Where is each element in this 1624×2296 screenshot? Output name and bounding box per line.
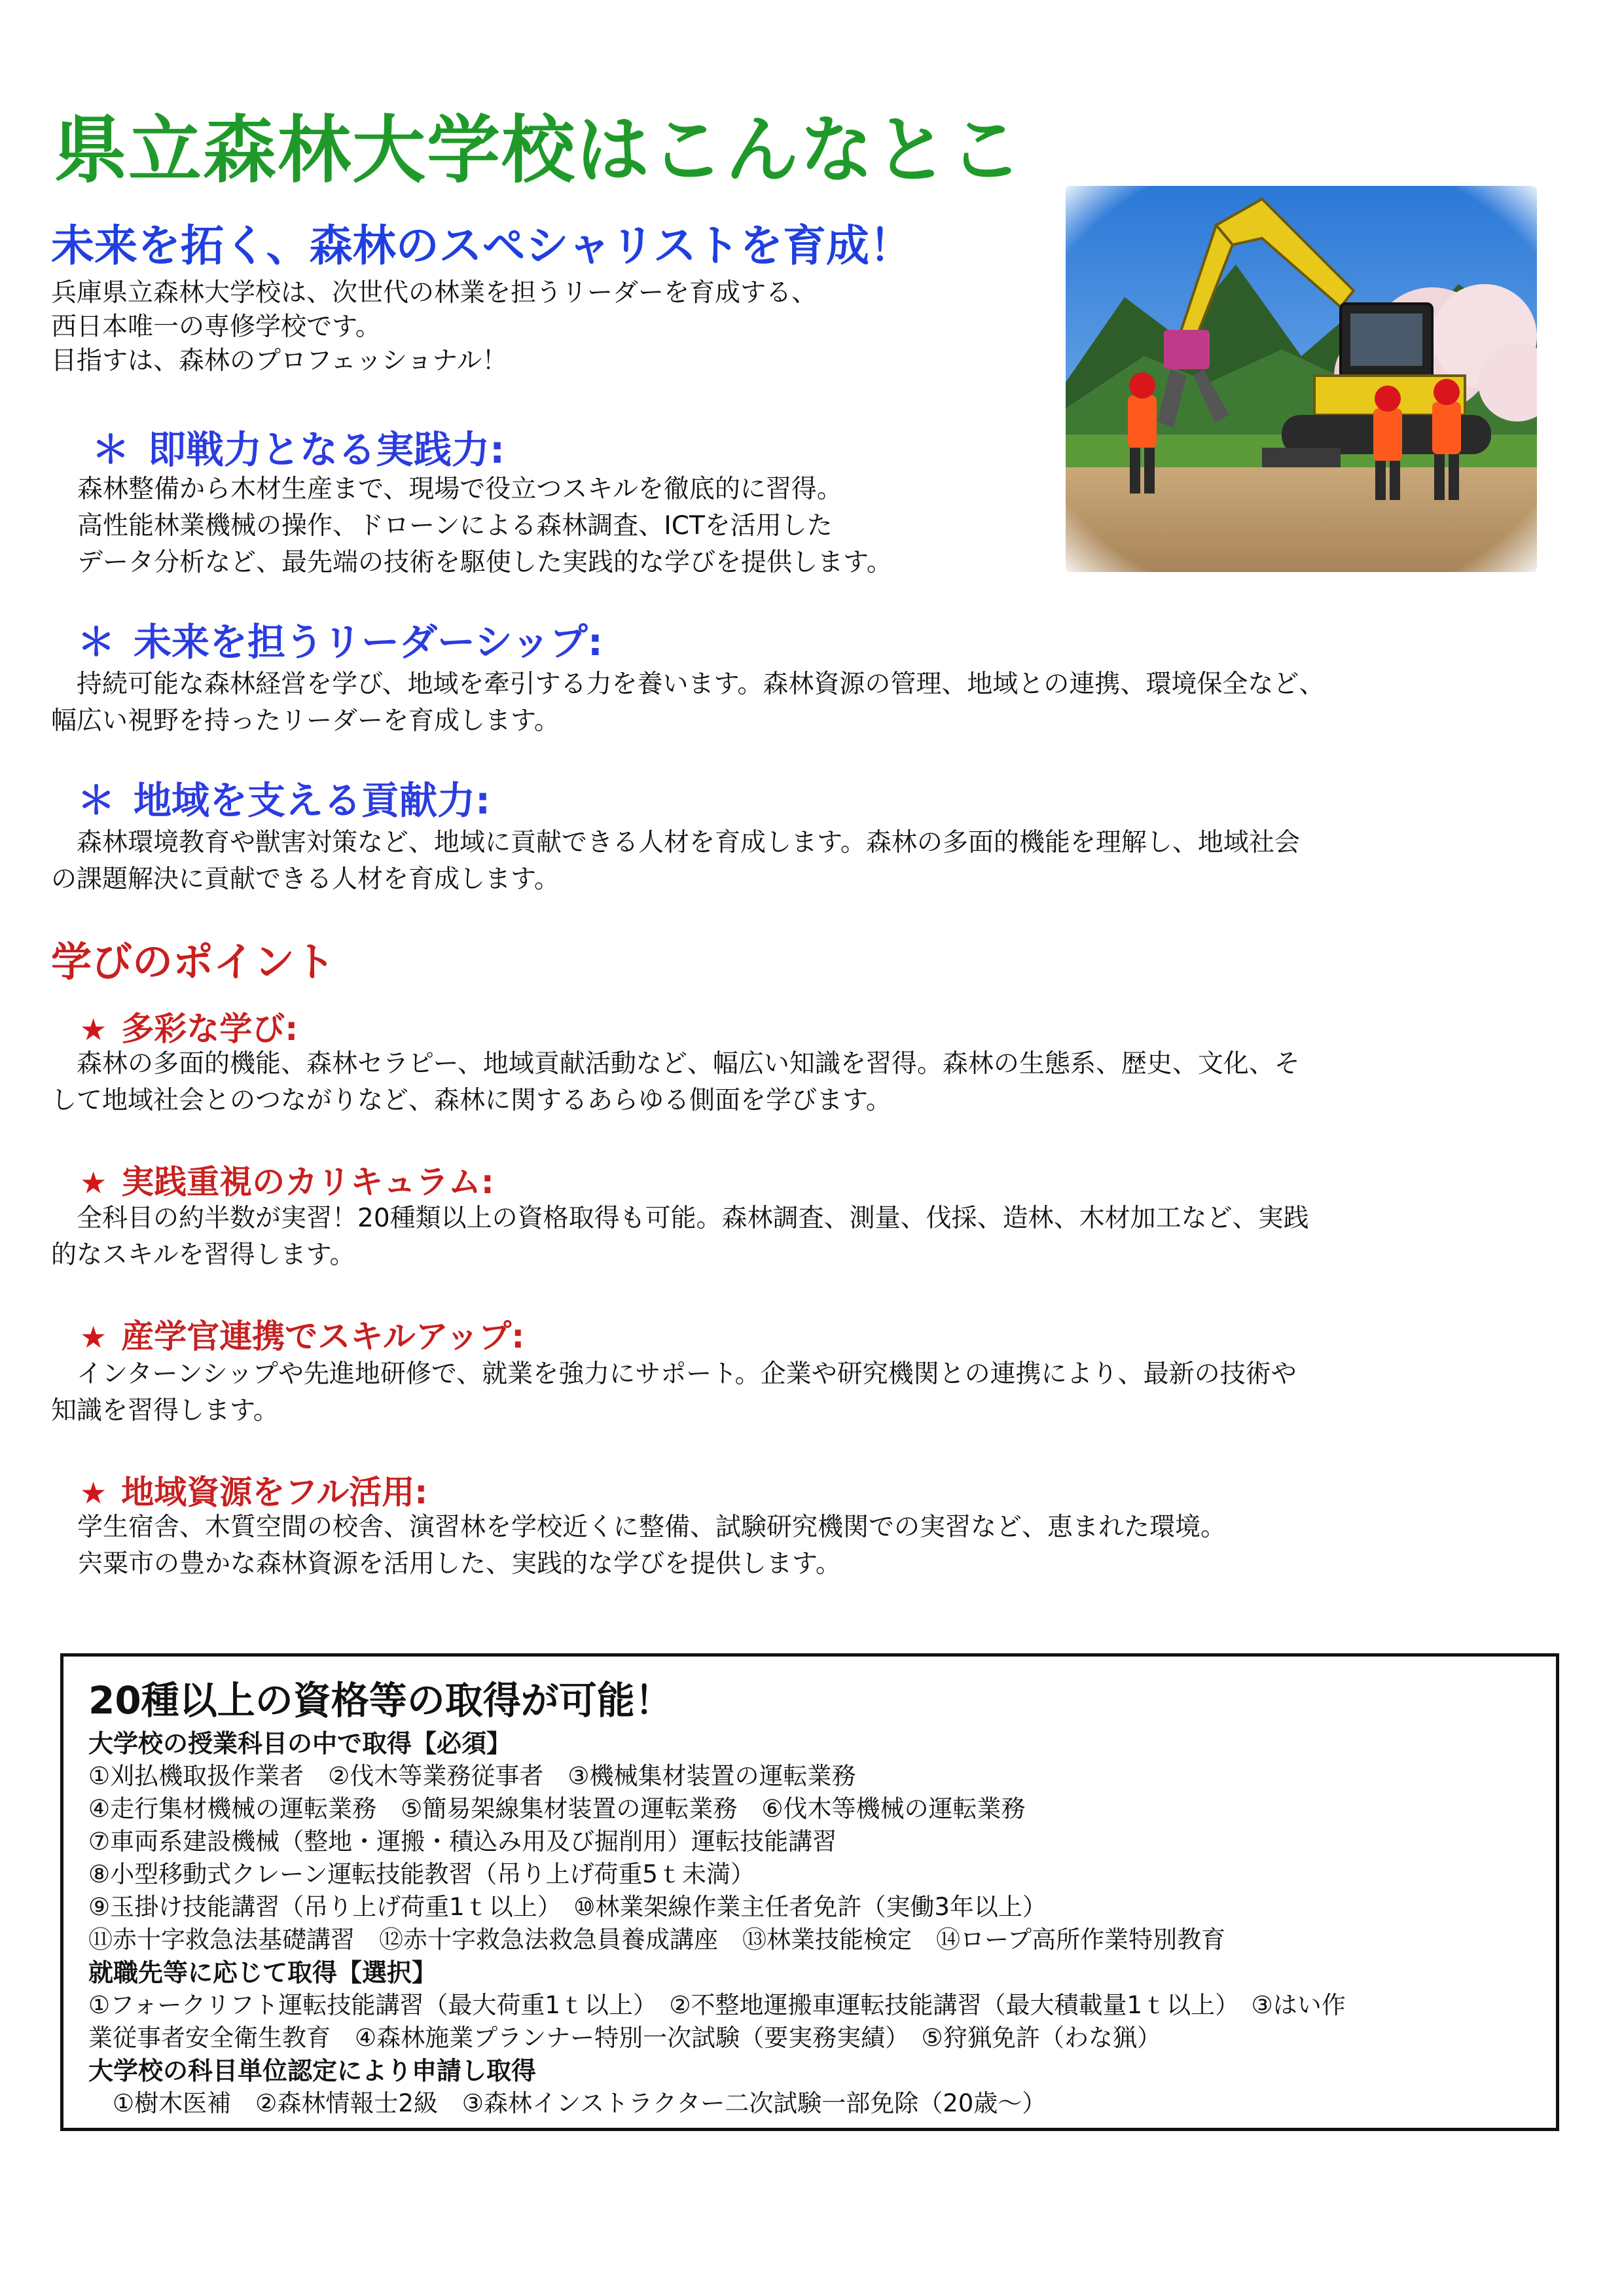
feature-heading-text: 未来を担うリーダーシップ: (134, 620, 603, 664)
qualification-line: 業従事者安全衛生教育 ④森林施業プランナー特別一次試験（要実務実績） ⑤狩猟免許（わな猟） (88, 2024, 1161, 2052)
point-line: 宍粟市の豊かな森林資源を活用した、実践的な学びを提供します。 (77, 1549, 841, 1579)
star-icon: ★ (80, 1165, 107, 1200)
feature-line: 高性能林業機械の操作、ドローンによる森林調査、ICTを活用した (77, 511, 833, 541)
star-icon: ★ (80, 1012, 107, 1047)
point-body (51, 1046, 1300, 1119)
point-heading-text: 多彩な学び: (121, 1010, 298, 1048)
star-icon: ★ (80, 1475, 107, 1511)
point-heading (80, 1310, 524, 1357)
feature-line: 森林環境教育や獣害対策など、地域に貢献できる人材を育成します。森林の多面的機能を理解し、地域社会 (51, 828, 1300, 857)
qualifications-box (60, 1653, 1559, 2131)
feature-line: 森林整備から木材生産まで、現場で役立つスキルを徹底的に習得。 (77, 475, 842, 504)
point-heading-text: 産学官連携でスキルアップ: (121, 1318, 525, 1355)
star-icon: ★ (80, 1319, 107, 1355)
point-line: 森林の多面的機能、森林セラピー、地域貢献活動など、幅広い知識を習得。森林の生態系、歴史、文化、そ (51, 1049, 1300, 1079)
point-line: して地域社会とのつながりなど、森林に関するあらゆる側面を学びます。 (51, 1086, 892, 1115)
qualification-line: ①刈払機取扱作業者 ②伐木等業務従事者 ③機械集材装置の運転業務 (88, 1762, 856, 1790)
asterisk-icon: ＊ (77, 620, 116, 664)
point-body (51, 1356, 1297, 1429)
feature-line: 持続可能な森林経営を学び、地域を牽引する力を養います。森林資源の管理、地域との連携、環境保全など、 (51, 670, 1325, 699)
point-line: 全科目の約半数が実習！20種類以上の資格取得も可能。森林調査、測量、伐採、造林、木材加工など、実践 (51, 1204, 1309, 1233)
feature-heading-text: 地域を支える貢献力: (134, 778, 491, 823)
qualification-line: ⑪赤十字救急法基礎講習 ⑫赤十字救急法救急員養成講座 ⑬林業技能検定 ⑭ロープ高所作業特別教育 (88, 1926, 1226, 1954)
required-heading: 大学校の授業科目の中で取得【必須】 (88, 1729, 512, 1758)
asterisk-icon: ＊ (77, 778, 116, 823)
point-line: 的なスキルを習得します。 (51, 1240, 355, 1270)
point-body (77, 1509, 1226, 1583)
point-heading-text: 地域資源をフル活用: (121, 1473, 428, 1511)
page-title: 県立森林大学校はこんなとこ (54, 108, 1024, 193)
asterisk-icon: ＊ (92, 427, 130, 472)
feature-heading (77, 611, 603, 666)
point-heading (80, 1156, 494, 1203)
credit-heading: 大学校の科目単位認定により申請し取得 (88, 2056, 537, 2085)
feature-body (77, 471, 892, 581)
qualification-line: ⑧小型移動式クレーン運転技能教習（吊り上げ荷重5ｔ未満） (88, 1860, 755, 1888)
qualification-line: ④走行集材機械の運転業務 ⑤簡易架線集材装置の運転業務 ⑥伐木等機械の運転業務 (88, 1795, 1026, 1823)
feature-body (51, 666, 1324, 740)
intro-text (51, 276, 817, 378)
point-body (51, 1200, 1309, 1274)
feature-line: 幅広い視野を持ったリーダーを育成します。 (51, 706, 560, 736)
qualification-line: ⑨玉掛け技能講習（吊り上げ荷重1ｔ以上） ⑩林業架線作業主任者免許（実働3年以上） (88, 1893, 1047, 1921)
feature-heading (77, 770, 490, 825)
qualifications-title: 20種以上の資格等の取得が可能！ (88, 1678, 673, 1723)
intro-line: 目指すは、森林のプロフェッショナル！ (51, 346, 508, 376)
feature-heading (92, 419, 505, 474)
feature-line: データ分析など、最先端の技術を駆使した実践的な学びを提供します。 (77, 548, 892, 577)
optional-heading: 就職先等に応じて取得【選択】 (88, 1958, 437, 1987)
feature-body (51, 825, 1300, 898)
students-excavator-photo (1066, 186, 1537, 572)
point-line: インターンシップや先進地研修で、就業を強力にサポート。企業や研究機関との連携により、最新の技術や (51, 1359, 1297, 1389)
subtitle: 未来を拓く、森林のスペシャリストを育成！ (51, 221, 913, 271)
feature-heading-text: 即戦力となる実践力: (148, 427, 505, 472)
points-title: 学びのポイント (51, 938, 336, 986)
qualification-line: ①樹木医補 ②森林情報士2級 ③森林インストラクター二次試験一部免除（20歳～） (88, 2089, 1047, 2117)
intro-line: 兵庫県立森林大学校は、次世代の林業を担うリーダーを育成する、 (51, 278, 818, 308)
point-heading (80, 1466, 427, 1513)
point-line: 学生宿舎、木質空間の校舎、演習林を学校近くに整備、試験研究機関での実習など、恵まれた環境。 (77, 1513, 1227, 1542)
point-heading-text: 実践重視のカリキュラム: (121, 1163, 494, 1201)
qualification-line: ①フォークリフト運転技能講習（最大荷重1ｔ以上） ②不整地運搬車運転技能講習（最大積載量1ｔ以上） ③はい作 (88, 1991, 1346, 2019)
point-line: 知識を習得します。 (51, 1396, 279, 1426)
intro-line: 西日本唯一の専修学校です。 (51, 312, 381, 342)
feature-line: の課題解決に貢献できる人材を育成します。 (51, 865, 560, 894)
point-heading (80, 1003, 298, 1050)
qualification-line: ⑦車両系建設機械（整地・運搬・積込み用及び掘削用）運転技能講習 (88, 1827, 837, 1856)
